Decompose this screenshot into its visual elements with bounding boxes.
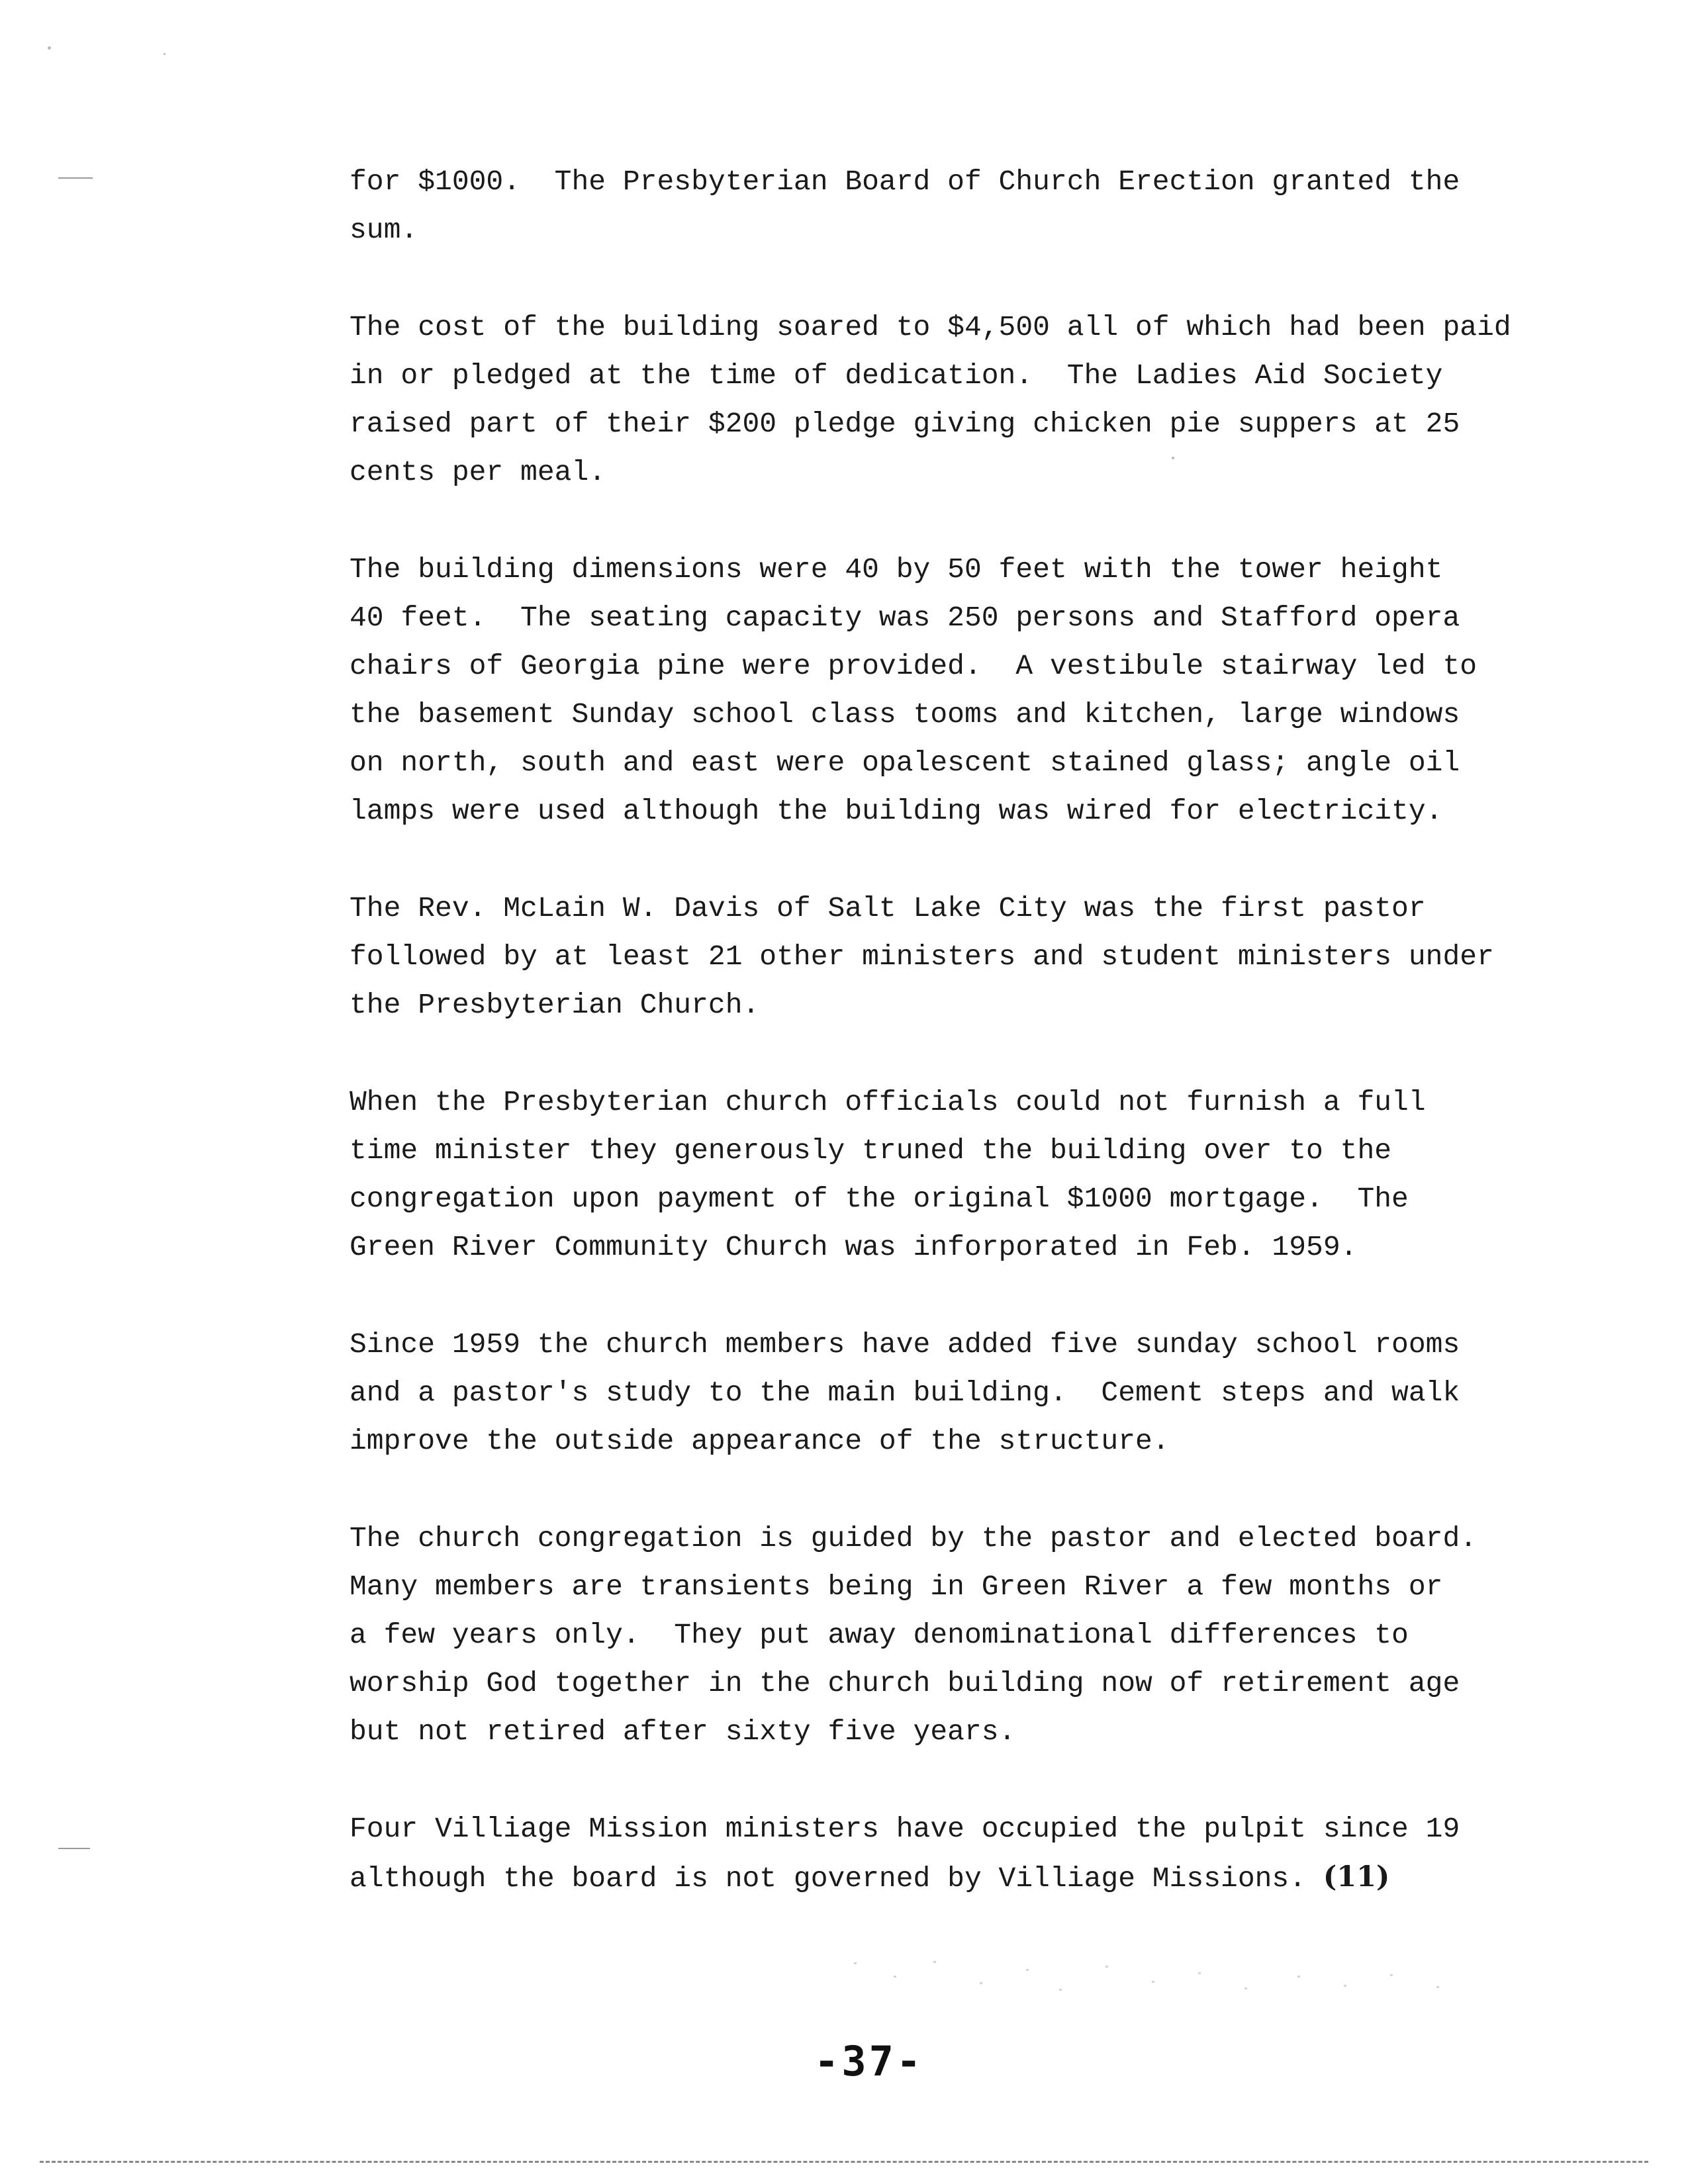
text-line-content: The Rev. McLain W. Davis of Salt Lake City was the first pastor	[350, 892, 1426, 925]
text-line-content: chairs of Georgia pine were provided. A vestibule stairway led to	[350, 650, 1477, 682]
text-line	[350, 1707, 1541, 1756]
text-line-content: although the board is not governed by Villiage Missions.	[350, 1862, 1323, 1895]
text-line-content: Many members are transients being in Green River a few months or	[350, 1570, 1443, 1603]
text-line-content: the Presbyterian Church.	[350, 989, 760, 1021]
body-text	[350, 158, 1541, 1950]
text-line	[350, 1078, 1541, 1126]
text-line-content: Since 1959 the church members have added five sunday school rooms	[350, 1328, 1460, 1361]
paragraph	[350, 158, 1541, 254]
margin-mark	[58, 177, 93, 179]
text-line-content: The building dimensions were 40 by 50 feet with the tower height	[350, 553, 1443, 586]
text-line	[350, 1417, 1541, 1465]
text-line-content: the basement Sunday school class tooms and kitchen, large windows	[350, 698, 1460, 731]
text-line-content: raised part of their $200 pledge giving chicken pie suppers at 25	[350, 408, 1460, 440]
bottom-scan-edge	[40, 2161, 1648, 2163]
text-line	[350, 594, 1541, 642]
text-line	[350, 1369, 1541, 1417]
text-line-content: worship God together in the church building now of retirement age	[350, 1667, 1460, 1700]
text-line-content: Four Villiage Mission ministers have occupied the pulpit since 19	[350, 1813, 1460, 1845]
text-line	[350, 351, 1541, 400]
text-line-content: Green River Community Church was inforporated in Feb. 1959.	[350, 1231, 1358, 1263]
text-line	[350, 739, 1541, 787]
scan-noise	[841, 1956, 1476, 2002]
paragraph	[350, 1514, 1541, 1756]
scan-speck	[164, 53, 165, 55]
paragraph	[350, 884, 1541, 1029]
text-line	[350, 1223, 1541, 1271]
text-line	[350, 1659, 1541, 1707]
margin-mark	[58, 1848, 90, 1849]
text-line-content: cents per meal.	[350, 456, 606, 488]
text-line	[350, 1320, 1541, 1369]
paragraph	[350, 303, 1541, 496]
text-line	[350, 1853, 1541, 1901]
text-line	[350, 206, 1541, 254]
text-line	[350, 1175, 1541, 1223]
text-line-content: congregation upon payment of the original $1000 mortgage. The	[350, 1183, 1409, 1215]
text-line-content: improve the outside appearance of the structure.	[350, 1425, 1170, 1457]
text-line	[350, 1805, 1541, 1853]
text-line	[350, 400, 1541, 448]
text-line-content: When the Presbyterian church officials could not furnish a full	[350, 1086, 1426, 1118]
text-line	[350, 933, 1541, 981]
scan-speck	[48, 46, 51, 50]
text-line	[350, 981, 1541, 1029]
text-line-content: but not retired after sixty five years.	[350, 1715, 1016, 1748]
text-line-content: followed by at least 21 other ministers and student ministers under	[350, 940, 1494, 973]
text-line	[350, 787, 1541, 835]
text-line-content: The cost of the building soared to $4,500 all of which had been paid	[350, 311, 1511, 343]
paragraph	[350, 1805, 1541, 1901]
text-line-content: a few years only. They put away denominational differences to	[350, 1619, 1409, 1651]
text-line	[350, 1611, 1541, 1659]
text-line	[350, 158, 1541, 206]
text-line	[350, 303, 1541, 351]
text-line-content: 40 feet. The seating capacity was 250 persons and Stafford opera	[350, 602, 1460, 634]
text-line-content: in or pledged at the time of dedication. The Ladies Aid Society	[350, 359, 1443, 392]
paragraph	[350, 1078, 1541, 1271]
text-line	[350, 545, 1541, 594]
text-line	[350, 642, 1541, 690]
text-line	[350, 884, 1541, 933]
text-line	[350, 1514, 1541, 1563]
text-line-content: on north, south and east were opalescent stained glass; angle oil	[350, 747, 1460, 779]
text-line-content: time minister they generously truned the building over to the	[350, 1134, 1392, 1167]
text-line	[350, 448, 1541, 496]
footnote-reference: (11)	[1323, 1860, 1390, 1893]
text-line-content: The church congregation is guided by the pastor and elected board.	[350, 1522, 1477, 1555]
text-line-content: and a pastor's study to the main building. Cement steps and walk	[350, 1377, 1460, 1409]
text-line-content: lamps were used although the building was wired for electricity.	[350, 795, 1443, 827]
text-line	[350, 1126, 1541, 1175]
text-line-content: sum.	[350, 214, 418, 246]
paragraph	[350, 545, 1541, 835]
text-line	[350, 690, 1541, 739]
text-line-content: for $1000. The Presbyterian Board of Church Erection granted the	[350, 165, 1460, 198]
paragraph	[350, 1320, 1541, 1465]
page-number: -37-	[814, 2037, 924, 2085]
text-line	[350, 1563, 1541, 1611]
